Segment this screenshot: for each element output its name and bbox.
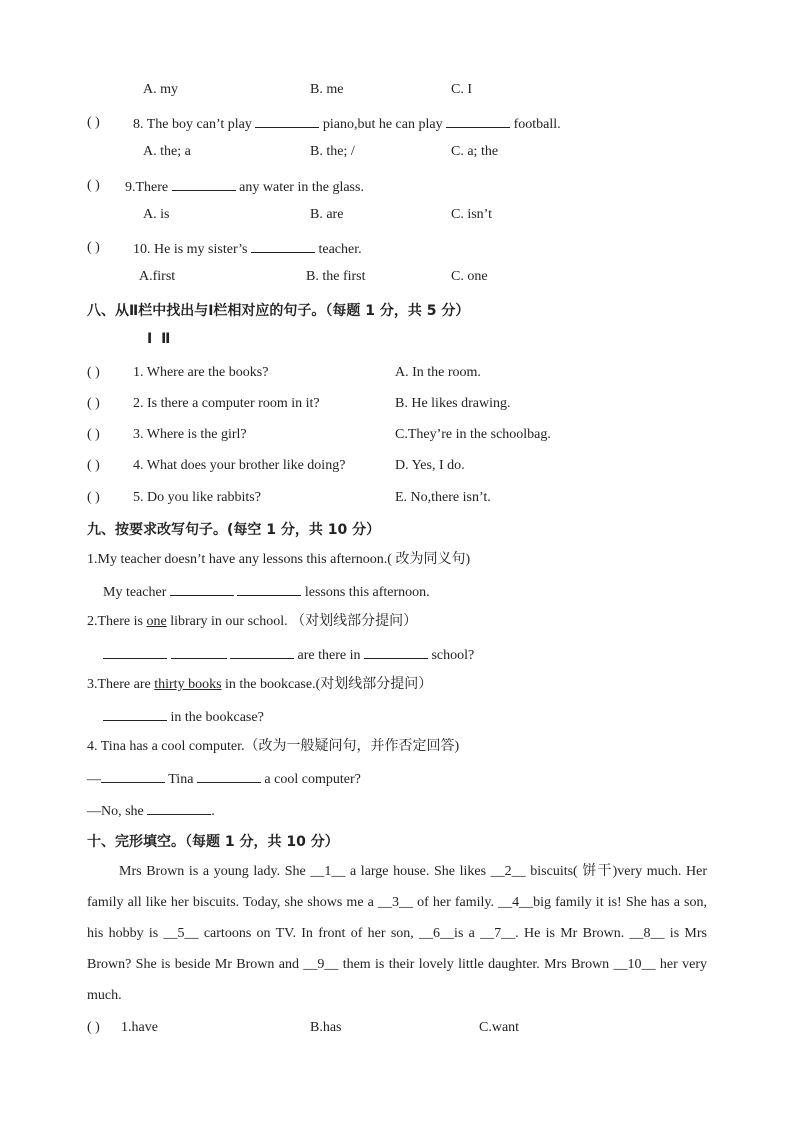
left-sentence: 5. Do you like rabbits? (133, 490, 261, 505)
answer-paren[interactable]: ( ) (87, 396, 100, 411)
option-a: A. the; a (143, 144, 191, 159)
blank[interactable] (171, 644, 227, 659)
answer-paren[interactable]: ( ) (87, 115, 100, 130)
blank[interactable] (255, 113, 319, 128)
question-9 (0, 176, 794, 196)
option-a: A.first (139, 269, 176, 284)
question-text: 10. He is my sister’s teacher. (133, 238, 362, 260)
answer-line: —No, she . (87, 800, 215, 822)
section-8-title: 八、从Ⅱ栏中找出与Ⅰ栏相对应的句子。（每题 1 分，共 5 分） (87, 303, 470, 319)
option-c: C. I (451, 82, 472, 97)
right-sentence: C.They’re in the schoolbag. (395, 427, 551, 442)
question-text: 9.There any water in the glass. (125, 176, 364, 198)
option-b: B. the first (306, 269, 366, 284)
cloze-passage: Mrs Brown is a young lady. She __1__ a large house. She likes __2__ biscuits( 饼干)very much. Her family all like her biscuits. Today, she shows me a __3__ of her family. __4__big family it is! She has a son, his hobby is __5__ cartoons on TV. In front of her son, __6__is a __7__. He is Mr Brown. __8__ is Mrs Brown? She is beside Mr Brown and __9__ them is their lovely little daughter. Mrs Brown __10__ her very much. (87, 864, 707, 1003)
question-8 (0, 113, 794, 133)
option-c: C. isn’t (451, 207, 492, 222)
blank[interactable] (101, 768, 165, 783)
answer-line: are there in school? (103, 644, 474, 666)
match-row (0, 394, 794, 414)
right-sentence: B. He likes drawing. (395, 396, 511, 411)
left-sentence: 1. Where are the books? (133, 365, 269, 380)
match-row (0, 425, 794, 445)
option-c: C.want (479, 1020, 520, 1035)
blank[interactable] (251, 238, 315, 253)
blank[interactable] (197, 768, 261, 783)
match-row (0, 456, 794, 476)
rewrite-q4 (0, 737, 794, 757)
option-b: B. the; / (310, 144, 355, 159)
left-sentence: 2. Is there a computer room in it? (133, 396, 320, 411)
blank[interactable] (237, 581, 301, 596)
blank[interactable] (147, 800, 211, 815)
question-text: 1.My teacher doesn’t have any lessons this afternoon.( 改为同义句) (87, 552, 471, 567)
match-row (0, 488, 794, 508)
column-headers: Ⅰ Ⅱ (147, 331, 173, 347)
question-text: 4. Tina has a cool computer.（改为一般疑问句，并作否定回答) (87, 739, 460, 754)
section-10-title: 十、完形填空。（每题 1 分，共 10 分） (87, 834, 339, 850)
underlined-part: one (146, 614, 167, 629)
match-row (0, 363, 794, 383)
option-b: B. me (310, 82, 344, 97)
blank[interactable] (170, 581, 234, 596)
question-10 (0, 238, 794, 258)
option-b: B. are (310, 207, 344, 222)
blank[interactable] (103, 706, 167, 721)
question-text: 8. The boy can’t play piano,but he can play football. (133, 113, 561, 135)
answer-line: My teacher lessons this afternoon. (103, 581, 430, 603)
left-sentence: 4. What does your brother like doing? (133, 458, 346, 473)
rewrite-q2-answer (0, 644, 794, 664)
option-b: B.has (310, 1020, 342, 1035)
rewrite-q3-answer (0, 706, 794, 726)
option-a: A. my (143, 82, 178, 97)
blank[interactable] (103, 644, 167, 659)
rewrite-q3 (0, 675, 794, 695)
option-c: C. one (451, 269, 488, 284)
rewrite-q4-answer (0, 768, 794, 788)
left-sentence: 3. Where is the girl? (133, 427, 247, 442)
answer-paren[interactable]: ( ) (87, 427, 100, 442)
answer-paren[interactable]: ( ) (87, 458, 100, 473)
blank[interactable] (172, 176, 236, 191)
answer-line: in the bookcase? (103, 706, 264, 728)
rewrite-q1 (0, 550, 794, 570)
blank[interactable] (364, 644, 428, 659)
section-9-title: 九、按要求改写句子。(每空 1 分，共 10 分） (87, 522, 381, 538)
blank[interactable] (230, 644, 294, 659)
rewrite-q2 (0, 612, 794, 632)
answer-paren[interactable]: ( ) (87, 240, 100, 255)
option-c: C. a; the (451, 144, 499, 159)
option-a: A. is (143, 207, 170, 222)
answer-paren[interactable]: ( ) (87, 365, 100, 380)
answer-paren[interactable]: ( ) (87, 178, 100, 193)
rewrite-q4-reply (0, 800, 794, 820)
right-sentence: E. No,there isn’t. (395, 490, 491, 505)
answer-paren[interactable]: ( ) (87, 1020, 100, 1035)
blank[interactable] (446, 113, 510, 128)
rewrite-q1-answer (0, 581, 794, 601)
option-a: 1.have (121, 1020, 158, 1035)
cloze-q1 (0, 1018, 794, 1038)
question-text: 3.There are thirty books in the bookcase.(对划线部分提问） (87, 677, 433, 692)
question-text: 2.There is one library in our school. （对划线部分提问） (87, 614, 418, 629)
underlined-part: thirty books (154, 677, 222, 692)
answer-line: — Tina a cool computer? (87, 768, 361, 790)
answer-paren[interactable]: ( ) (87, 490, 100, 505)
right-sentence: A. In the room. (395, 365, 481, 380)
right-sentence: D. Yes, I do. (395, 458, 465, 473)
